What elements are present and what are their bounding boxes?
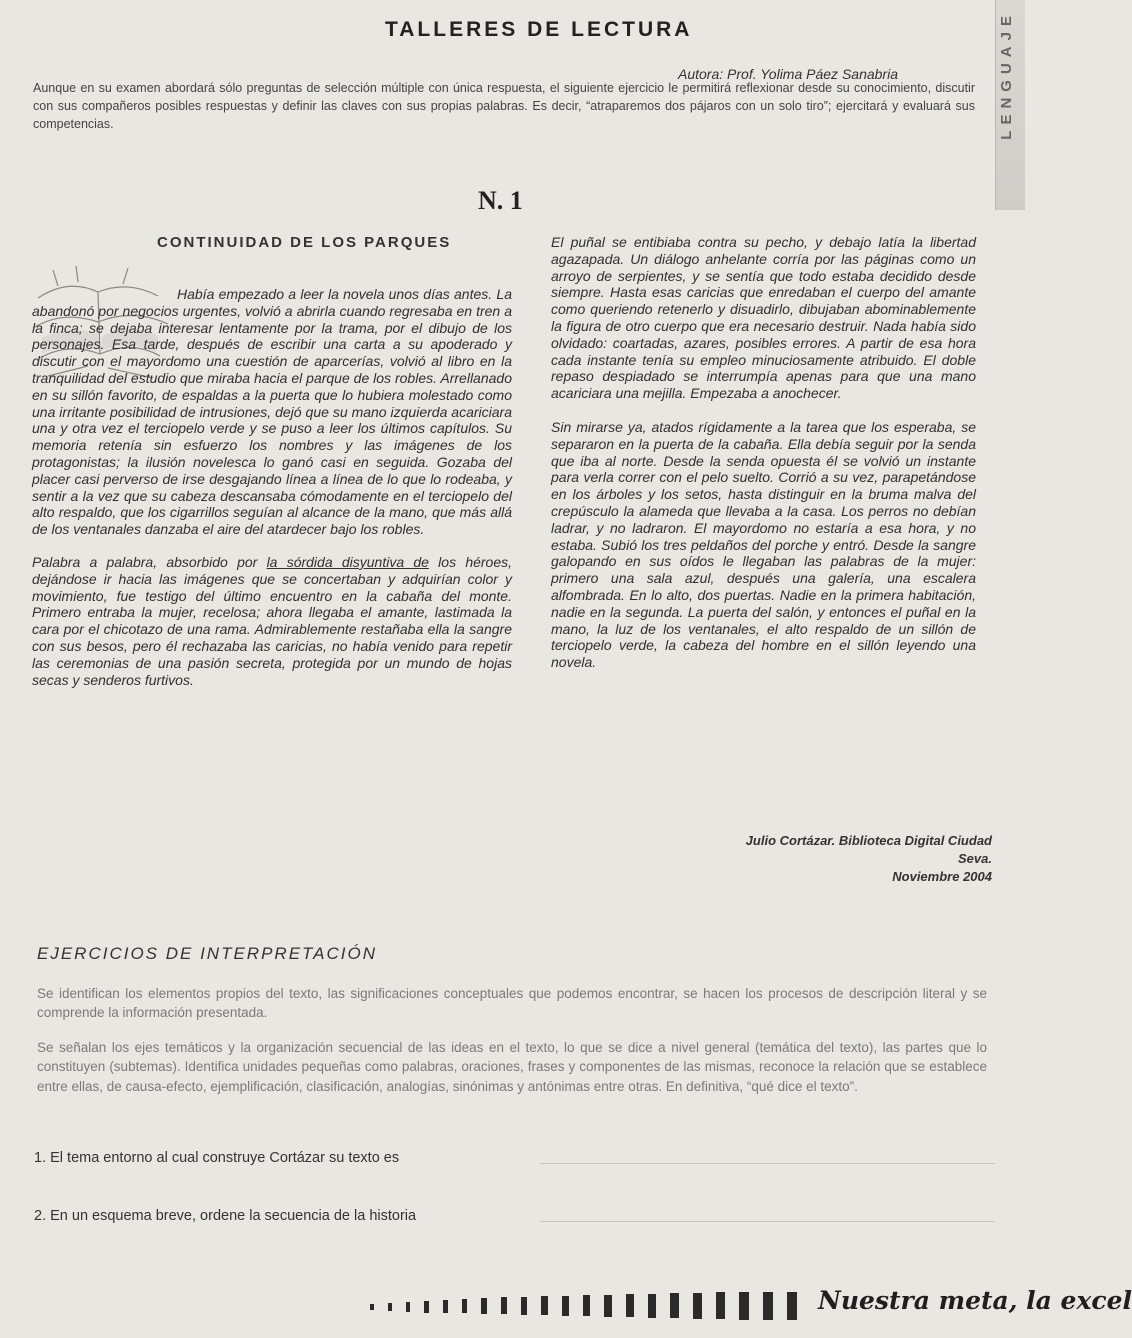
- credit-author: Julio Cortázar. Biblioteca Digital Ciudad Seva.: [745, 833, 992, 866]
- underlined-phrase: la sórdida disyuntiva de: [266, 553, 429, 570]
- story-paragraph: El puñal se entibiaba contra su pecho, y debajo latía la libertad agazapada. Un diálogo anhelante corría por las páginas como un arroyo de serpientes, y se sentía que todo estaba decidido desde siempre. Hasta esas caricias que enredaban el cuerpo del amante como queriendo retenerlo y disuadirlo, dibujaban abominablemente la figura de otro cuerpo que era necesario destruir. Nada había sido olvidado: coartadas, azares, posibles errores. A partir de esa hora cada instante tenía su empleo minuciosamente atribuido. El doble repaso despiadado se interrumpía apenas para que una mano acariciara una mejilla. Empezaba a anochecer.: [551, 234, 976, 402]
- answer-line-1[interactable]: [540, 1163, 995, 1164]
- question-2: 2. En un esquema breve, ordene la secuencia de la historia: [34, 1208, 417, 1224]
- intro-paragraph: Aunque en su examen abordará sólo preguntas de selección múltiple con única respuesta, el siguiente ejercicio le permitirá reflexionar desde su conocimiento, discutir con sus compañeros posibles respuestas y definir las claves con sus propias palabras. Es decir, “atraparemos dos pájaros con un solo tiro”; ejercitará y evaluará sus competencias.: [33, 81, 975, 131]
- story-right-column: [551, 234, 976, 688]
- exercises-text: [37, 984, 987, 1112]
- author-line: Autora: Prof. Yolima Páez Sanabria: [678, 66, 898, 82]
- story-paragraph: Sin mirarse ya, atados rígidamente a la tarea que los esperaba, se separaron en la puerta de la cabaña. Ella debía seguir por la senda que iba al norte. Desde la senda opuesta él se volvió un instante para verla correr con el pelo suelto. Corrió a su vez, parapetándose en los árboles y los setos, hasta distinguir en la bruma malva del crepúsculo la alameda que llevaba a la casa. Los perros no debían ladrar, y no ladraron. El mayordomo no estaría a esa hora, y no estaba. Subió los tres peldaños del porche y entró. Desde la sangre galopando en sus oídos le llegaban las palabras de la mujer: primero una sala azul, después una galería, una escalera alfombrada. En lo alto, dos puertas. Nadie en la primera habitación, nadie en la segunda. La puerta del salón, y entonces el puñal en la mano, la luz de los ventanales, el alto respaldo de un sillón de terciopelo verde, la cabeza del hombre en el sillón leyendo una novela.: [551, 418, 976, 671]
- barcode-decoration: [370, 1292, 800, 1320]
- credit-date: Noviembre 2004: [892, 869, 992, 884]
- story-title: CONTINUIDAD DE LOS PARQUES: [157, 234, 452, 251]
- exercise-number: N. 1: [478, 186, 523, 215]
- exercise-paragraph: Se identifican los elementos propios del texto, las significaciones conceptuales que podemos encontrar, se hacen los procesos de descripción literal y se comprende la información presentada.: [37, 986, 987, 1021]
- story-text: los héroes, dejándose ir hacia las imágenes que se concertaban y adquirían color y movimiento, fue testigo del último encuentro en la cabaña del monte. Primero entraba la mujer, recelosa; ahora llegaba el amante, lastimada la cara por el chicotazo de una rama. Admirablemente restañaba ella la sangre con sus besos, pero él rechazaba las caricias, no había venido para repetir las ceremonias de una pasión secreta, protegida por un mundo de hojas secas y senderos furtivos.: [32, 553, 513, 688]
- answer-line-2[interactable]: [540, 1221, 995, 1222]
- story-paragraph: [32, 554, 512, 688]
- story-left-column: [32, 286, 512, 704]
- footer-motto: Nuestra meta, la excel: [818, 1286, 1132, 1315]
- story-credit: [720, 832, 992, 886]
- story-paragraph: Había empezado a leer la novela unos días antes. La abandonó por negocios urgentes, volvió a abrirla cuando regresaba en tren a la finca; se dejaba interesar lentamente por la trama, por el dibujo de los personajes. Esa tarde, después de escribir una carta a su apoderado y discutir con el mayordomo una cuestión de aparcerías, volvió al libro en la tranquilidad del estudio que miraba hacia el parque de los robles. Arrellanado en su sillón favorito, de espaldas a la puerta que lo hubiera molestado como una irritante posibilidad de intrusiones, dejó que su mano izquierda acariciara una y otra vez el terciopelo verde y se puso a leer los últimos capítulos. Su memoria retenía sin esfuerzo los nombres y las imágenes de los protagonistas; la ilusión novelesca lo ganó casi en seguida. Gozaba del placer casi perverso de irse desgajando línea a línea de lo que lo rodeaba, y sentir a la vez que su cabeza descansaba cómodamente en el terciopelo del alto respaldo, que los cigarrillos seguían al alcance de la mano, que más allá de los ventanales danzaba el aire del atardecer bajo los robles.: [32, 286, 512, 538]
- story-text: Palabra a palabra, absorbido por: [32, 553, 267, 570]
- exercises-title: EJERCICIOS DE INTERPRETACIÓN: [37, 944, 377, 963]
- page-title: TALLERES DE LECTURA: [385, 18, 693, 41]
- question-1: 1. El tema entorno al cual construye Cortázar su texto es: [34, 1150, 400, 1166]
- side-subject-label: LENGUAJE: [998, 10, 1015, 140]
- exercise-paragraph: Se señalan los ejes temáticos y la organización secuencial de las ideas en el texto, lo que se dice a nivel general (temática del texto), las partes que lo constituyen (subtemas). Identifica unidades pequeñas como palabras, oraciones, frases y componentes de las mismas, reconoce la relación que se establece entre ellas, de causa-efecto, ejemplificación, clasificación, analogías, sinónimas y antónimas entre otras. En definitiva, “qué dice el texto”.: [37, 1040, 987, 1094]
